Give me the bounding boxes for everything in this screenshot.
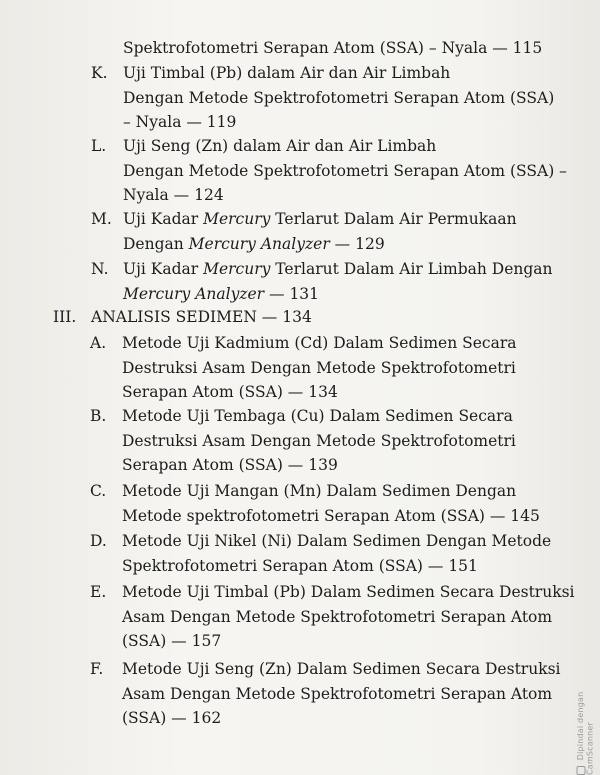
toc-line	[123, 207, 517, 232]
toc-letter: A.	[90, 334, 107, 352]
toc-line: Metode spektrofotometri Serapan Atom (SSA) — 145	[122, 506, 540, 525]
toc-line: Serapan Atom (SSA) — 139	[122, 456, 338, 475]
toc-entry-d	[90, 529, 552, 578]
toc-entry-m	[91, 207, 517, 256]
toc-letter: D.	[90, 532, 107, 550]
toc-italic-term: Mercury Analyzer	[188, 234, 330, 253]
toc-line: – Nyala — 119	[123, 113, 237, 132]
toc-text: Uji Kadar	[123, 260, 204, 278]
toc-line: Uji Seng (Zn) dalam Air dan Air Limbah	[123, 137, 437, 155]
toc-entry-l	[91, 134, 567, 208]
toc-letter: C.	[90, 482, 107, 500]
toc-line: Asam Dengan Metode Spektrofotometri Serapan Atom	[122, 684, 553, 703]
toc-letter: E.	[90, 583, 107, 601]
toc-line	[123, 282, 553, 307]
toc-line	[123, 257, 553, 282]
section-title: ANALISIS SEDIMEN — 134	[91, 308, 312, 326]
toc-text: — 131	[264, 284, 320, 303]
section-numeral: III.	[53, 308, 77, 326]
toc-line: Serapan Atom (SSA) — 134	[122, 383, 338, 402]
toc-line: Spektrofotometri Serapan Atom (SSA) — 151	[122, 556, 478, 575]
toc-entry-c	[90, 479, 540, 528]
toc-entry-n	[91, 257, 553, 306]
toc-line: Destruksi Asam Dengan Metode Spektrofotometri	[122, 358, 516, 377]
toc-line: Spektrofotometri Serapan Atom (SSA) – Nyala — 115	[123, 39, 543, 57]
toc-line	[123, 232, 517, 257]
toc-line: Metode Uji Tembaga (Cu) Dalam Sedimen Secara	[122, 407, 513, 425]
toc-entry-b	[90, 404, 516, 478]
toc-text: Uji Kadar	[123, 210, 204, 228]
toc-line: Metode Uji Seng (Zn) Dalam Sedimen Secara Destruksi	[122, 660, 561, 678]
toc-line: Metode Uji Timbal (Pb) Dalam Sedimen Secara Destruksi	[122, 583, 575, 601]
toc-line: Asam Dengan Metode Spektrofotometri Serapan Atom	[122, 607, 553, 626]
toc-letter: L.	[91, 137, 107, 155]
toc-line: Metode Uji Nikel (Ni) Dalam Sedimen Dengan Metode	[122, 532, 552, 550]
scanner-watermark	[576, 640, 595, 775]
toc-text: Terlarut Dalam Air Limbah Dengan	[270, 260, 553, 278]
toc-entry-j-continuation	[123, 36, 542, 61]
toc-line: Uji Timbal (Pb) dalam Air dan Air Limbah	[123, 64, 451, 82]
toc-line: Metode Uji Mangan (Mn) Dalam Sedimen Dengan	[122, 482, 517, 500]
toc-line: Dengan Metode Spektrofotometri Serapan Atom (SSA) –	[123, 161, 567, 180]
watermark-text: Dipindai dengan CamScanner	[575, 691, 594, 775]
toc-text: Dengan	[123, 234, 189, 253]
toc-entry-f	[90, 657, 561, 731]
toc-letter: B.	[90, 407, 107, 425]
toc-entry-k	[91, 61, 555, 135]
toc-text: Terlarut Dalam Air Permukaan	[270, 210, 517, 228]
toc-italic-term: Mercury	[203, 260, 271, 278]
toc-italic-term: Mercury Analyzer	[123, 284, 265, 303]
toc-entry-e	[90, 580, 575, 654]
toc-letter: F.	[90, 660, 104, 678]
toc-letter: K.	[91, 64, 108, 82]
toc-italic-term: Mercury	[203, 210, 271, 228]
toc-line: (SSA) — 162	[122, 709, 222, 728]
toc-letter: N.	[91, 260, 109, 278]
toc-line: Destruksi Asam Dengan Metode Spektrofotometri	[122, 431, 516, 450]
toc-line: (SSA) — 157	[122, 632, 222, 651]
toc-letter: M.	[91, 210, 112, 228]
toc-line: Metode Uji Kadmium (Cd) Dalam Sedimen Secara	[122, 334, 517, 352]
toc-text: — 129	[329, 234, 385, 253]
section-heading-iii	[53, 305, 453, 330]
toc-line: Nyala — 124	[123, 186, 224, 205]
camscanner-logo-icon	[576, 766, 585, 775]
toc-line: Dengan Metode Spektrofotometri Serapan Atom (SSA)	[123, 88, 555, 107]
toc-entry-a	[90, 331, 517, 405]
